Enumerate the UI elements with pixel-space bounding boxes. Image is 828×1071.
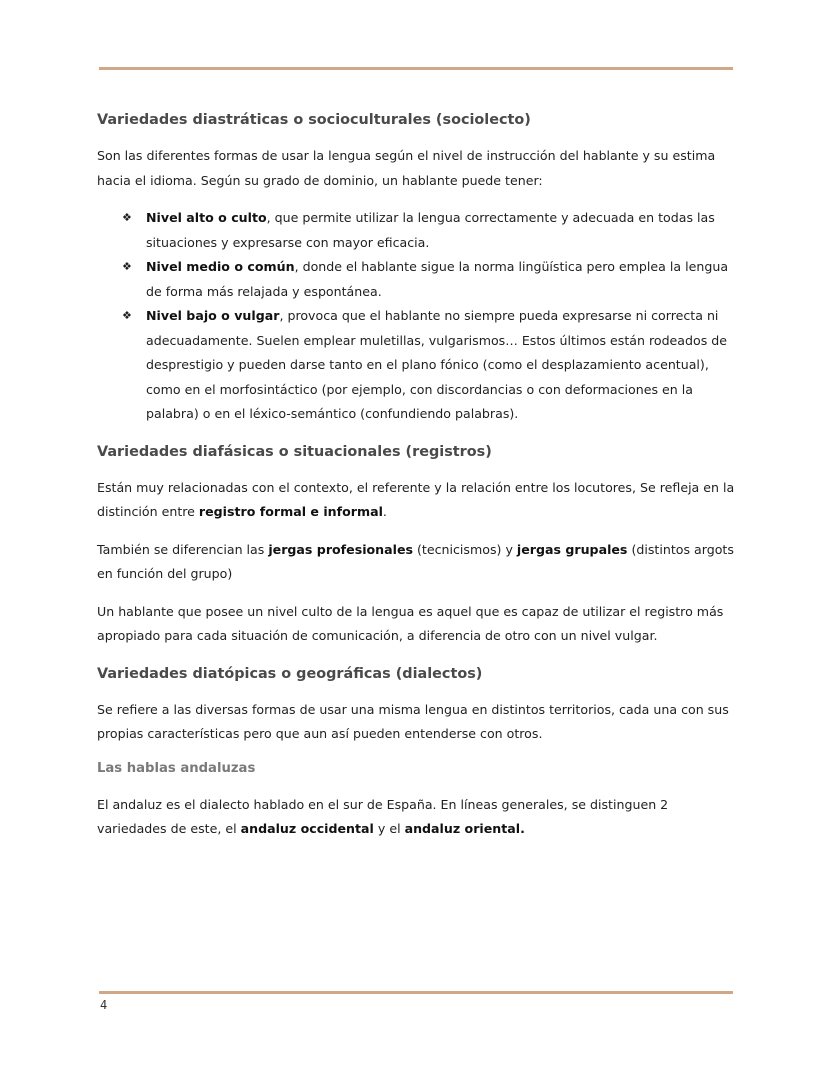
text-run: El andaluz es el dialecto hablado en el sur de España. En líneas generales, se distinguen 2 variedades de este, el — [97, 796, 669, 836]
list-item-nivel-bajo — [122, 304, 737, 427]
bold-term: jergas profesionales — [268, 541, 413, 557]
paragraph-diafasicas-2 — [97, 538, 737, 587]
paragraph-diafasicas-3: Un hablante que posee un nivel culto de la lengua es aquel que es capaz de utilizar el registro más apropiado para cada situación de comunicación, a diferencia de otro con un nivel vulgar. — [97, 603, 724, 643]
document-body — [97, 108, 737, 842]
heading-diastraticas: Variedades diastráticas o socioculturales (sociolecto) — [97, 112, 531, 128]
subheading-hablas-andaluzas: Las hablas andaluzas — [97, 760, 256, 776]
list-item-text: , donde el hablante sigue la norma lingüística pero emplea la lengua de forma más relajada y espontánea. — [146, 259, 729, 299]
diamond-bullet-icon: ❖ — [122, 309, 132, 322]
text-run: (distintos argots en función del grupo) — [97, 541, 734, 581]
paragraph-diatopicas-1: Se refiere a las diversas formas de usar una misma lengua en distintos territorios, cada una con sus propias características pero que aun así pueden entenderse con otros. — [97, 701, 729, 741]
text-run: Están muy relacionadas con el contexto, el referente y la relación entre los locutores, Se refleja en la distinción entre — [97, 479, 735, 519]
list-item-nivel-medio — [122, 255, 737, 304]
nivel-list — [97, 206, 737, 427]
header-rule — [99, 67, 733, 70]
paragraph-andaluz — [97, 793, 737, 842]
diamond-bullet-icon: ❖ — [122, 260, 132, 273]
text-run: También se diferencian las — [97, 541, 269, 557]
bold-term: registro formal e informal — [198, 504, 383, 519]
bold-term: Nivel medio o común — [146, 259, 295, 274]
paragraph-diafasicas-1 — [97, 476, 737, 525]
bold-term: jergas grupales — [516, 541, 628, 557]
list-item-nivel-alto — [122, 206, 737, 255]
list-item-text: , que permite utilizar la lengua correctamente y adecuada en todas las situaciones y expresarse con mayor eficacia. — [146, 210, 715, 250]
heading-diafasicas: Variedades diafásicas o situacionales (registros) — [97, 443, 492, 460]
heading-diatopicas: Variedades diatópicas o geográficas (dialectos) — [97, 665, 483, 682]
bold-term: andaluz oriental. — [404, 821, 525, 836]
text-run: (tecnicismos) y — [413, 541, 517, 557]
bold-term: andaluz occidental — [240, 821, 374, 836]
bold-term: Nivel bajo o vulgar — [146, 308, 280, 323]
paragraph-diastraticas-intro: Son las diferentes formas de usar la lengua según el nivel de instrucción del hablante y su estima hacia el idioma. Según su grado de dominio, un hablante puede tener: — [97, 148, 716, 188]
text-run: y el — [373, 821, 405, 836]
list-item-text: , provoca que el hablante no siempre pueda expresarse ni correcta ni adecuadamente. Suelen emplear muletillas, vulgarismos… Estos últimos están rodeados de desprestigio y pueden darse tanto en el plano fónico (como el desplazamiento acentual), como en el morfosintáctico (por ejemplo, con discordancias o con deformaciones en la palabra) o en el léxico-semántico (confundiendo palabras). — [146, 308, 728, 421]
bold-term: Nivel alto o culto — [146, 210, 267, 225]
diamond-bullet-icon: ❖ — [122, 211, 132, 224]
text-run: . — [382, 504, 387, 519]
page-number: 4 — [100, 998, 108, 1012]
footer-rule — [99, 991, 733, 994]
